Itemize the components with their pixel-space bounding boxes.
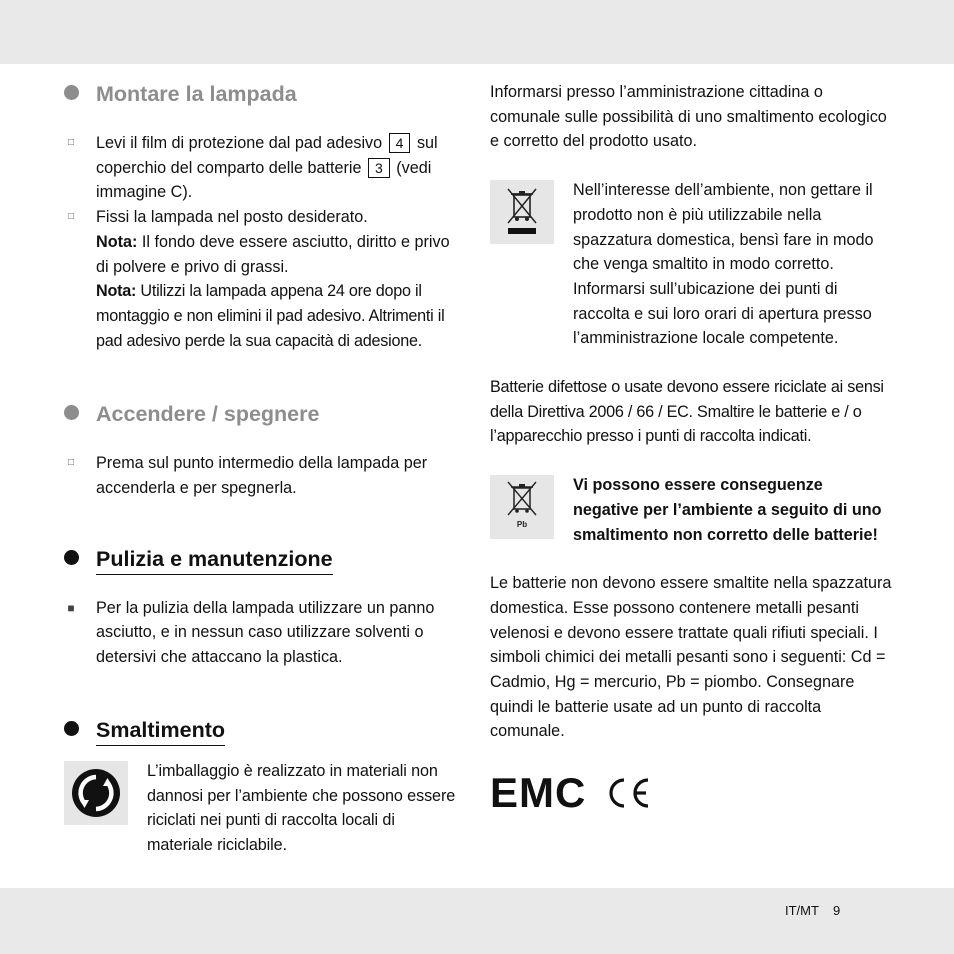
list-item-remove-film: □ Levi il film di protezione dal pad adesivo 4 sul coperchio del comparto delle batterie 3 (vedi immagine C). [64, 131, 464, 205]
bullet-dot-icon [64, 550, 79, 565]
emc-ce-marks [490, 771, 892, 815]
right-column [490, 80, 892, 815]
warning-text: Vi possono essere conseguenze negative per l’ambiente a seguito di uno smaltimento non corretto delle batterie! [573, 476, 882, 544]
list-item-switch: □ Prema sul punto intermedio della lampada per accenderla e per spegnerla. [64, 451, 464, 500]
bullet-dot-icon [64, 85, 79, 100]
list-item-fix-lamp: □ Fissi la lampada nel posto desiderato. Nota: Il fondo deve essere asciutto, diritto e privo di polvere e privo di grassi. Nota: Utilizzi la lampada appena 24 ore dopo il montaggio e non elimini il pad adesivo. Altrimenti il pad adesivo perde la sua capacità di adesione. [64, 205, 464, 353]
hollow-square-bullet-icon: □ [67, 211, 75, 223]
note-paragraph: Nota: Il fondo deve essere asciutto, diritto e privo di polvere e privo di grassi. [96, 232, 450, 276]
crossed-out-wheelie-bin-icon [490, 180, 554, 244]
emc-label: EMC [490, 769, 587, 817]
filled-square-bullet-icon: ■ [67, 600, 75, 615]
section-heading-montare: Montare la lampada [64, 80, 464, 108]
svg-text:Pb: Pb [516, 520, 528, 530]
list-item-cleaning: ■ Per la pulizia della lampada utilizzare un panno asciutto, e in nessun caso utilizzare solventi o detersivi che attaccano la plastica. [64, 596, 464, 670]
section-heading-accendere: Accendere / spegnere [64, 400, 464, 428]
disposal-paragraph: Le batterie non devono essere smaltite nella spazzatura domestica. Esse possono contenere metalli pesanti velenosi e devono essere trattate quali rifiuti speciali. I simboli chimici dei metalli pesanti sono i seguenti: Cd = Cadmio, Hg = mercurio, Pb = piombo. Consegnare quindi le batterie usate ad un punto di raccolta comunale. [490, 574, 892, 741]
bullet-dot-icon [64, 405, 79, 420]
page-footer [785, 902, 840, 920]
bullet-dot-icon [64, 721, 79, 736]
hollow-square-bullet-icon: □ [67, 137, 75, 148]
weee-info: Nell’interesse dell’ambiente, non gettare il prodotto non è più utilizzabile nella spazzatura domestica, bensì fare in modo che venga smaltito in modo corretto. Informarsi sull’ubicazione dei punti di raccolta e sui loro orari di apertura presso l’amministrazione locale competente. [490, 178, 892, 351]
section-heading-pulizia: Pulizia e manutenzione [64, 545, 464, 577]
green-dot-recycling-icon [64, 761, 128, 825]
packaging-info: L’imballaggio è realizzato in materiali non dannosi per l’ambiente che possono essere riciclati nei punti di raccolta locali di materiale riciclabile. [64, 759, 464, 858]
note-paragraph: Nota: Utilizzi la lampada appena 24 ore dopo il montaggio e non elimini il pad adesivo. Altrimenti il pad adesivo perde la sua capacità di adesione. [96, 282, 445, 350]
top-band [0, 0, 954, 64]
part-number-box: 4 [389, 133, 411, 153]
language-label: IT/MT [785, 903, 819, 918]
intro-paragraph: Informarsi presso l’amministrazione cittadina o comunale sulle possibilità di uno smaltimento ecologico e corretto del prodotto usato. [490, 83, 887, 151]
page-number: 9 [832, 903, 841, 918]
crossed-out-battery-bin-icon [490, 475, 554, 539]
part-number-box: 3 [368, 158, 390, 178]
section-heading-smaltimento: Smaltimento [64, 716, 464, 748]
left-column [64, 80, 464, 858]
batteries-paragraph: Batterie difettose o usate devono essere riciclate ai sensi della Direttiva 2006 / 66 / EC. Smaltire le batterie e / o l’apparecchio presso i punti di raccolta indicati. [490, 378, 884, 446]
bottom-band [0, 888, 954, 954]
ce-mark-icon [604, 776, 652, 810]
battery-warning [490, 473, 892, 547]
hollow-square-bullet-icon: □ [67, 457, 75, 469]
